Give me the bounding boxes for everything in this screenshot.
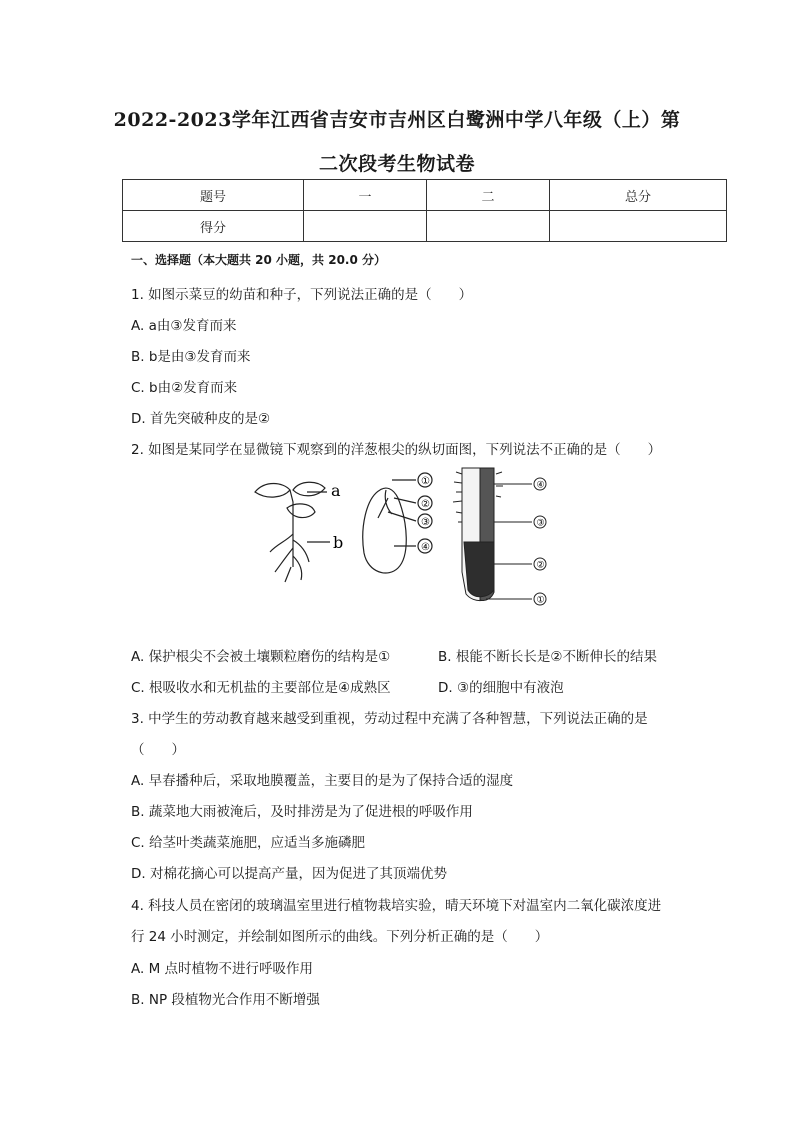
q3-option-a: A. 早春播种后，采取地膜覆盖，主要目的是为了保持合适的湿度 (131, 773, 514, 789)
bean-seed-figure (358, 468, 438, 583)
q3-stem-line2: （ ） (131, 742, 185, 758)
row-label-score: 得分 (123, 211, 304, 242)
q4-option-b: B. NP 段植物光合作用不断增强 (131, 992, 320, 1008)
score-table (122, 179, 727, 242)
q1-stem: 1. 如图示菜豆的幼苗和种子，下列说法正确的是（ ） (131, 287, 473, 303)
q2-stem: 2. 如图是某同学在显微镜下观察到的洋葱根尖的纵切面图，下列说法不正确的是（ ） (131, 442, 662, 458)
root-label-2: ② (536, 560, 545, 571)
root-label-3: ③ (536, 518, 545, 529)
q1-option-b: B. b是由③发育而来 (131, 349, 251, 365)
q1-option-c: C. b由②发育而来 (131, 380, 238, 396)
score-cell-total (550, 211, 727, 242)
q3-stem-line1: 3. 中学生的劳动教育越来越受到重视，劳动过程中充满了各种智慧，下列说法正确的是 (131, 711, 648, 727)
q4-stem-line2: 行 24 小时测定，并绘制如图所示的曲线。下列分析正确的是（ ） (131, 929, 549, 945)
q2-option-d: D. ③的细胞中有液泡 (438, 680, 564, 696)
q2-option-a: A. 保护根尖不会被土壤颗粒磨伤的结构是① (131, 649, 391, 665)
exam-title-line1: 2022-2023学年江西省吉安市吉州区白鹭洲中学八年级（上）第 (113, 109, 681, 131)
score-cell-part-one (304, 211, 427, 242)
exam-title-line2: 二次段考生物试卷 (318, 153, 475, 175)
score-cell-part-two (427, 211, 550, 242)
q4-stem-line1: 4. 科技人员在密闭的玻璃温室里进行植物栽培实验，晴天环境下对温室内二氧化碳浓度进 (131, 898, 662, 914)
header-part-two: 二 (427, 180, 550, 211)
q3-option-b: B. 蔬菜地大雨被淹后，及时排涝是为了促进根的呼吸作用 (131, 804, 473, 820)
seed-label-2: ② (421, 499, 430, 510)
seed-label-4: ④ (421, 542, 430, 553)
header-question-number: 题号 (123, 180, 304, 211)
section-heading: 一、选择题（本大题共 20 小题，共 20.0 分） (131, 253, 387, 267)
q3-option-d: D. 对棉花摘心可以提高产量，因为促进了其顶端优势 (131, 866, 447, 882)
seedling-label-a: a (331, 481, 341, 500)
q2-option-b: B. 根能不断长长是②不断伸长的结果 (438, 649, 657, 665)
header-total: 总分 (550, 180, 727, 211)
q2-option-c: C. 根吸收水和无机盐的主要部位是④成熟区 (131, 680, 391, 696)
q1-option-a: A. a由③发育而来 (131, 318, 237, 334)
seedling-label-b: b (333, 533, 344, 552)
root-label-1: ① (536, 595, 545, 606)
q3-option-c: C. 给茎叶类蔬菜施肥，应适当多施磷肥 (131, 835, 366, 851)
seed-label-1: ① (421, 476, 430, 487)
score-table-score-row (123, 211, 727, 242)
seed-label-3: ③ (421, 517, 430, 528)
header-part-one: 一 (304, 180, 427, 211)
q4-option-a: A. M 点时植物不进行呼吸作用 (131, 961, 314, 977)
bean-seedling-figure (245, 472, 355, 592)
score-table-header-row (123, 180, 727, 211)
root-tip-figure (450, 462, 555, 610)
root-label-4: ④ (536, 480, 545, 491)
q1-option-d: D. 首先突破种皮的是② (131, 411, 271, 427)
